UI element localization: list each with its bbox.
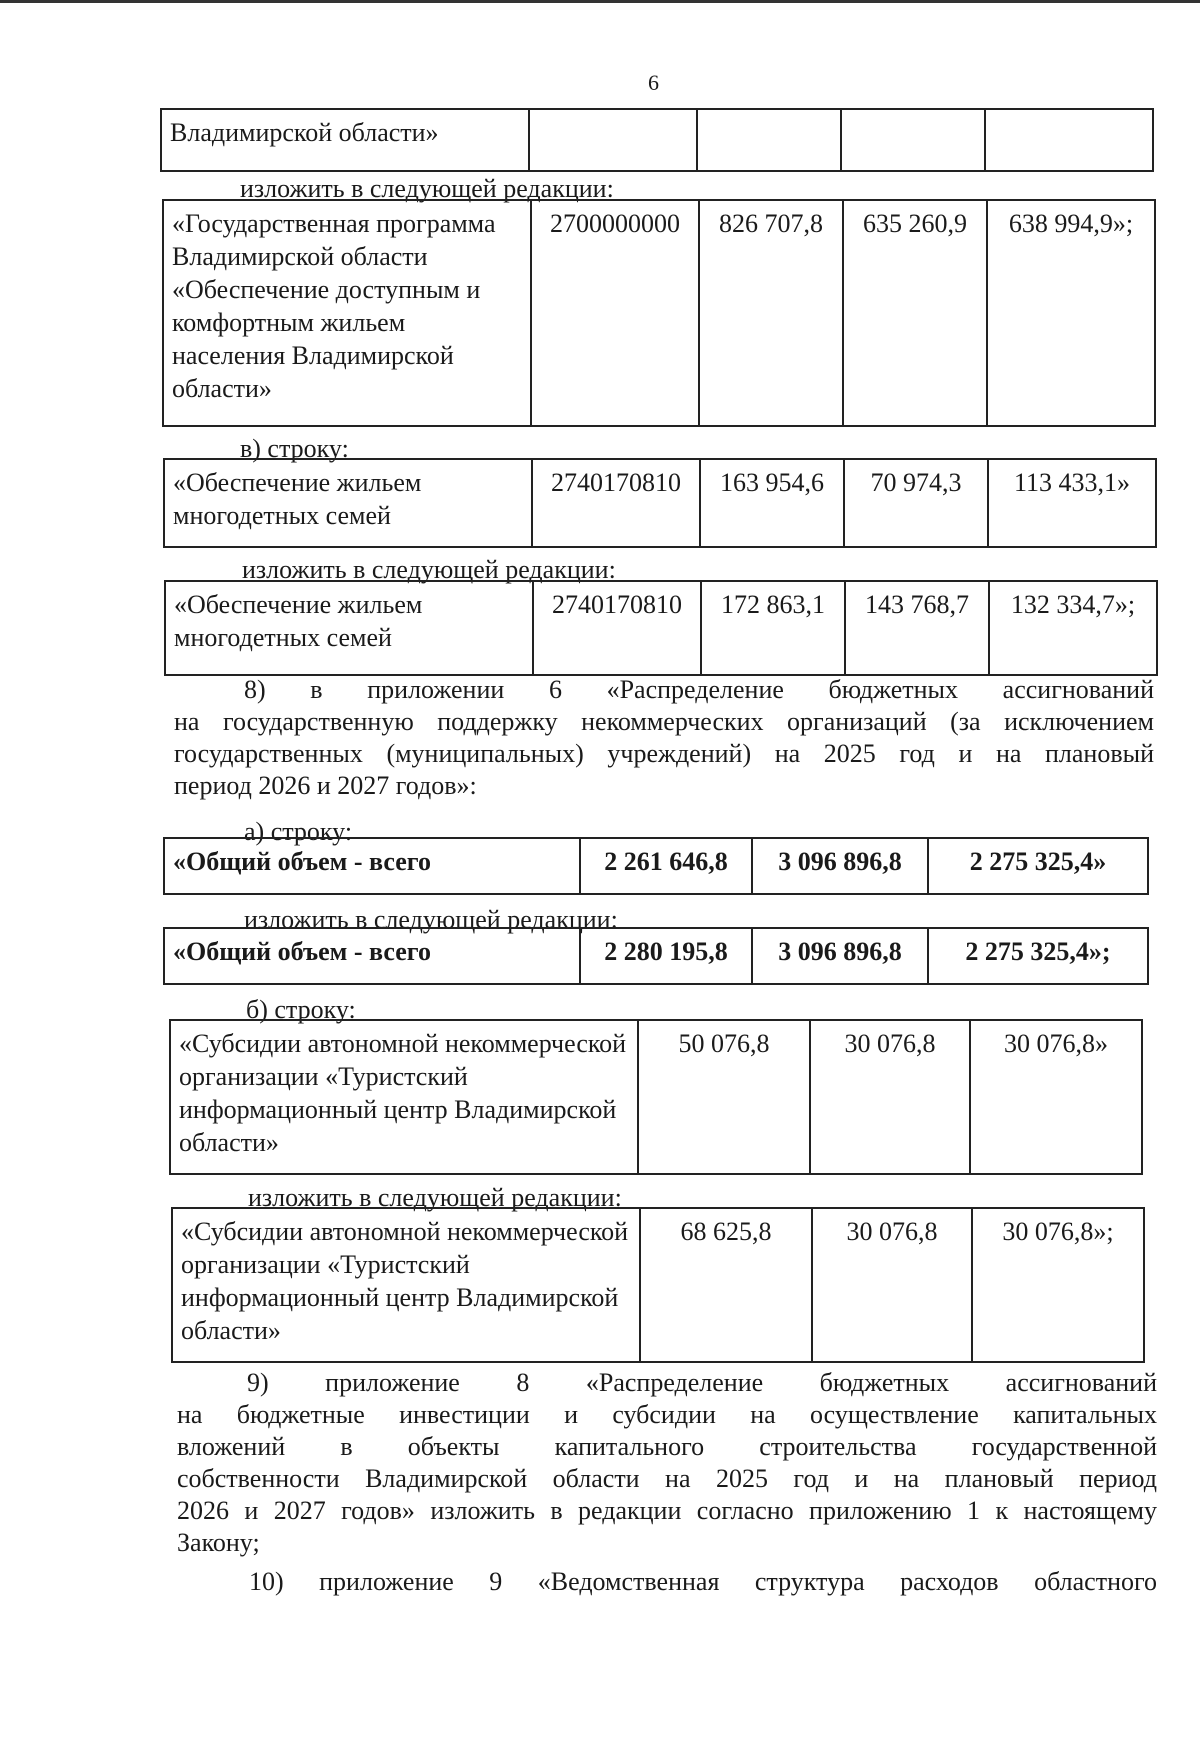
table-total-new bbox=[163, 927, 1149, 985]
text-line: 9) приложение 8 «Распределение бюджетных ассигнований bbox=[247, 1368, 1157, 1397]
cell-name: «Субсидии автономной некоммерческой организации «Туристский информационный центр Владимирской области» bbox=[170, 1020, 638, 1174]
cell-2027: 30 076,8» bbox=[970, 1020, 1142, 1174]
table-family-old bbox=[163, 458, 1157, 548]
text-line: 10) приложение 9 «Ведомственная структура расходов областного bbox=[249, 1567, 1157, 1596]
lead-text: изложить в следующей редакции: bbox=[242, 555, 616, 584]
cell-2025: 2 261 646,8 bbox=[580, 838, 752, 894]
text-line: на бюджетные инвестиции и субсидии на осуществление капитальных bbox=[177, 1400, 1157, 1429]
cell-2025: 163 954,6 bbox=[700, 459, 844, 547]
table-prev-row bbox=[160, 108, 1154, 172]
cell-name: Владимирской области» bbox=[161, 109, 529, 171]
page-number: 6 bbox=[648, 70, 659, 95]
cell-2027: 2 275 325,4»; bbox=[928, 928, 1148, 984]
cell-2025: 172 863,1 bbox=[701, 581, 845, 675]
cell-name: «Государственная программа Владимирской области «Обеспечение доступным и комфортным жильем населения Владимирской области» bbox=[163, 200, 531, 426]
cell-code: 2740170810 bbox=[533, 581, 701, 675]
cell-name: «Общий объем - всего bbox=[164, 928, 580, 984]
cell-name: «Обеспечение жильем многодетных семей bbox=[164, 459, 532, 547]
cell-2026: 30 076,8 bbox=[810, 1020, 970, 1174]
table-total-old bbox=[163, 837, 1149, 895]
text-line: государственных (муниципальных) учреждений) на 2025 год и на плановый bbox=[174, 739, 1154, 768]
cell-name: «Субсидии автономной некоммерческой организации «Туристский информационный центр Владимирской области» bbox=[172, 1208, 640, 1362]
cell-2026: 3 096 896,8 bbox=[752, 928, 928, 984]
cell-2027: 2 275 325,4» bbox=[928, 838, 1148, 894]
cell-2025: 68 625,8 bbox=[640, 1208, 812, 1362]
cell-2027: 113 433,1» bbox=[988, 459, 1156, 547]
cell-name: «Обеспечение жильем многодетных семей bbox=[165, 581, 533, 675]
cell-2026: 70 974,3 bbox=[844, 459, 988, 547]
text-line: 2026 и 2027 годов» изложить в редакции согласно приложению 1 к настоящему bbox=[177, 1496, 1157, 1525]
cell-2026: 635 260,9 bbox=[843, 200, 987, 426]
cell-code: 2700000000 bbox=[531, 200, 699, 426]
lead-text: а) строку: bbox=[244, 817, 353, 846]
text-line: 8) в приложении 6 «Распределение бюджетных ассигнований bbox=[244, 675, 1154, 704]
cell-2026: 30 076,8 bbox=[812, 1208, 972, 1362]
text-line: собственности Владимирской области на 2025 год и на плановый период bbox=[177, 1464, 1157, 1493]
table-gos-program bbox=[162, 199, 1156, 427]
scan-top-edge bbox=[0, 0, 1200, 3]
table-family-new bbox=[164, 580, 1158, 676]
table-subsidy-new bbox=[171, 1207, 1145, 1363]
cell-code: 2740170810 bbox=[532, 459, 700, 547]
lead-text: изложить в следующей редакции: bbox=[248, 1183, 622, 1212]
cell-name: «Общий объем - всего bbox=[164, 838, 580, 894]
paragraph-8 bbox=[174, 674, 1154, 802]
text-line: на государственную поддержку некоммерческих организаций (за исключением bbox=[174, 707, 1154, 736]
lead-text: б) строку: bbox=[246, 995, 356, 1024]
cell-2027: 638 994,9»; bbox=[987, 200, 1155, 426]
cell-2026: 143 768,7 bbox=[845, 581, 989, 675]
table-subsidy-old bbox=[169, 1019, 1143, 1175]
lead-text: изложить в следующей редакции: bbox=[240, 174, 614, 203]
cell-2027: 30 076,8»; bbox=[972, 1208, 1144, 1362]
paragraph-10 bbox=[177, 1566, 1157, 1598]
cell-2025: 826 707,8 bbox=[699, 200, 843, 426]
cell-2026: 3 096 896,8 bbox=[752, 838, 928, 894]
paragraph-9 bbox=[177, 1367, 1157, 1559]
cell-2025: 2 280 195,8 bbox=[580, 928, 752, 984]
cell-2025: 50 076,8 bbox=[638, 1020, 810, 1174]
text-line: период 2026 и 2027 годов»: bbox=[174, 771, 477, 800]
lead-text: в) строку: bbox=[240, 434, 349, 463]
text-line: Закону; bbox=[177, 1528, 260, 1557]
lead-text: изложить в следующей редакции: bbox=[244, 905, 618, 934]
cell-2027: 132 334,7»; bbox=[989, 581, 1157, 675]
text-line: вложений в объекты капитального строительства государственной bbox=[177, 1432, 1157, 1461]
